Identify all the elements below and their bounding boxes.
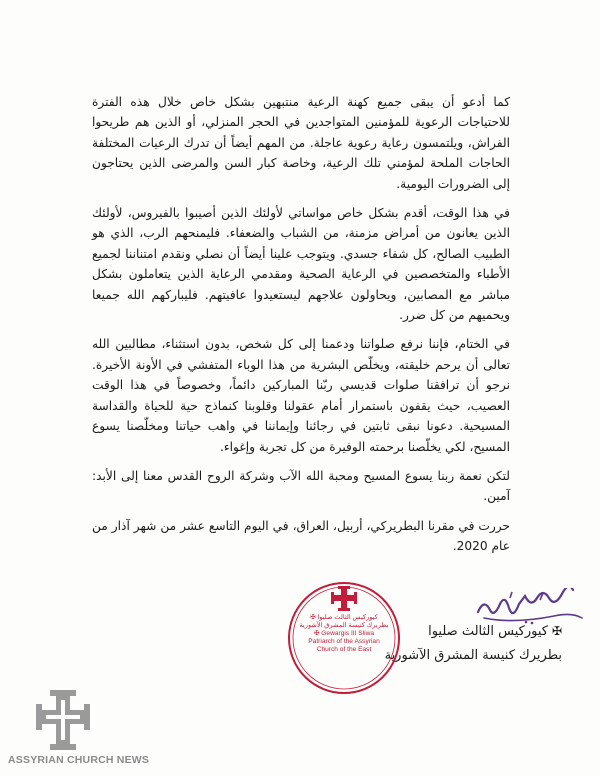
cross-icon: ✠ <box>551 624 562 638</box>
seal-english-line-1: ✠ Gewargis III Sliwa <box>313 630 375 637</box>
seal-inscription <box>296 614 392 654</box>
paragraph-date-place: حررت في مقرنا البطريركي، أربيل، العراق، في اليوم التاسع عشر من شهر آذار من عام 2020. <box>92 518 510 554</box>
paragraph-blessing: لتكن نعمة ربنا يسوع المسيح ومحبة الله الآب وشركة الروح القدس معنا إلى الأبد: آمين. <box>92 468 510 504</box>
handwritten-signature <box>470 588 590 628</box>
seal-arabic-line-2: بطريرك كنيسة المشرق الآشورية <box>299 622 389 629</box>
signatory-name <box>428 624 562 639</box>
paragraph-pastoral-care: كما أدعو أن يبقى جميع كهنة الرعية منتبهين بشكل خاص خلال هذه الفترة للاحتياجات الرعوية للمؤمنين المتواجدين في الحجر المنزلي، أو الذين هم طريحوا الفراش، ويلتمسون رعاية رعوية عاجلة. من المهم أيضاً أن تدرك الرعيات المختلفة الحاجات الملحة لمؤمني تلك الرعية، وخاصة كبار السن والمرضى الذين يحتاجون إلى الضرورات اليومية. <box>92 95 510 191</box>
signatory-name-text: كيوركيس الثالث صليوا <box>428 624 548 639</box>
letter-body <box>92 92 510 566</box>
seal-english-line-3: Church of the East <box>316 646 372 653</box>
signatory-title: بطريرك كنيسة المشرق الآشورية <box>384 648 562 663</box>
logo-caption: ASSYRIAN CHURCH NEWS <box>8 754 150 766</box>
seal-arabic-line: كيوركيس الثالث صليوا ✠ <box>310 614 378 621</box>
seal-english-line-2: Patriarch of the Assyrian <box>308 638 380 645</box>
paragraph-condolences: في هذا الوقت، أقدم بشكل خاص مواساتي لأولئك الذين أصيبوا بالفيروس، لأولئك الذين يعانون من أمراض مزمنة، من الشباب والضعفاء. فليمنحهم الرب، الذي هو الطبيب الصالح، كل شفاء جسدي. ويتوجب علينا أيضاً أن نصلي ونقدم امتناننا لجميع الأطباء والمتخصصين في الرعاية الصحية ومقدمي الرعاية الذين يتعاملون بشكل مباشر مع المصابين، ويحاولون علاجهم ليستعيدوا عافيتهم. فليباركهم الله جميعا ويحميهم من كل ضرر. <box>92 206 510 323</box>
paragraph-closing-prayer: في الختام، فإننا نرفع صلواتنا ودعمنا إلى كل شخص، بدون استثناء، مطالبين الله تعالى أن يرحم خليقته، ويخلّص البشرية من هذا الوباء المتفشي في الأونة الأخيرة. نرجو أن ترافقنا صلوات قديسي ربّنا المباركين دائماً، وخصوصاً في هذا الوقت العصيب، حيث يقفون باستمرار أمام عقولنا وقلوبنا كنماذج حية للحياة والقداسة المسيحية. دعونا نبقى ثابتين في رجائنا وإيماننا في واهب حياتنا ومخلّصنا يسوع المسيح، لكي يخلّصنا برحمته الوفيرة من كل تجربة وإغواء. <box>92 337 510 454</box>
